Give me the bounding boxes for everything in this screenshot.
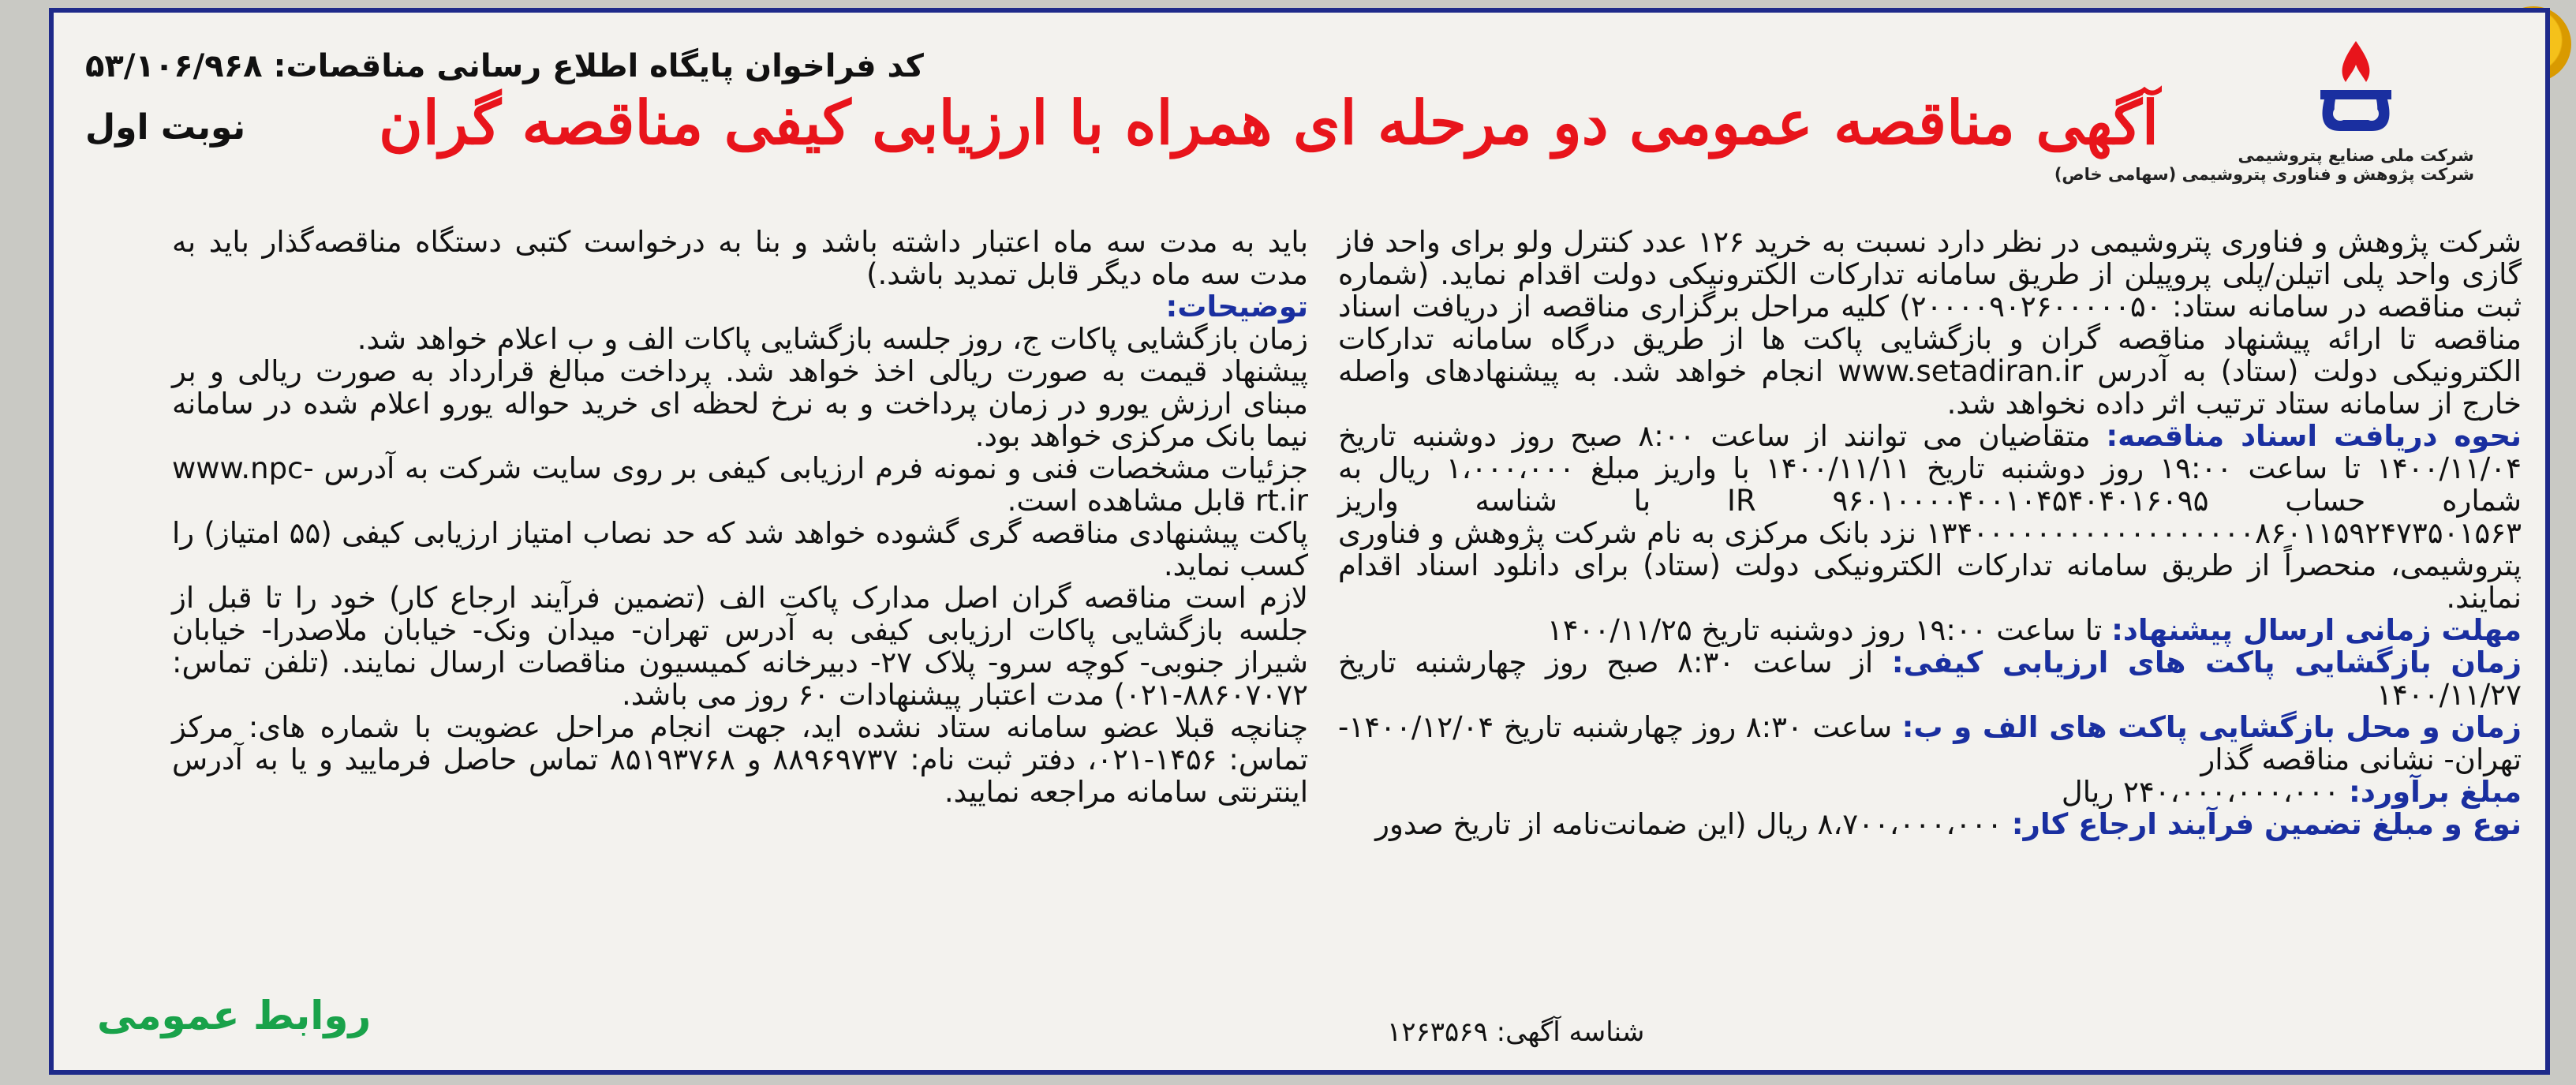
intro-paragraph — [1338, 226, 2522, 420]
tender-notice — [49, 8, 2550, 1075]
round-label: نوبت اول — [85, 107, 246, 148]
quality-paragraph — [1338, 646, 2522, 711]
npc-site-link[interactable]: www.npc-rt.ir — [172, 451, 1308, 518]
opening-label: زمان و محل بازگشایی پاکت های الف و ب: — [1901, 710, 2522, 744]
notes-label: توضیحات: — [1165, 290, 1308, 324]
right-column — [1338, 226, 2522, 840]
opening-text: ساعت ۸:۳۰ روز چهارشنبه تاریخ ۱۴۰۰/۱۲/۰۴- تهران- نشانی مناقصه گذار — [1338, 710, 2522, 776]
tender-code-label: کد فراخوان پایگاه اطلاع رسانی مناقصات: — [273, 48, 924, 84]
quality-text: از ساعت ۸:۳۰ صبح روز چهارشنبه تاریخ ۱۴۰۰/۱۱/۲۷ — [1338, 645, 2522, 712]
tender-code — [85, 48, 924, 84]
guarantee-paragraph — [1338, 808, 2522, 840]
note-1: زمان بازگشایی پاکات ج، روز جلسه بازگشایی پاکات الف و ب اعلام خواهد شد. — [357, 322, 1308, 356]
estimate-label: مبلغ برآورد: — [2349, 775, 2522, 809]
ad-id: شناسه آگهی: ۱۲۶۳۵۶۹ — [1387, 1016, 1645, 1048]
petrochemical-logo-icon — [2297, 35, 2415, 141]
guarantee-label: نوع و مبلغ تضمین فرآیند ارجاع کار: — [2011, 807, 2522, 841]
intro-end-text: انجام خواهد شد. به پیشنهادهای واصله خارج از سامانه ستاد ترتیب اثر داده نخواهد شد. — [1338, 354, 2522, 421]
note-3-end: قابل مشاهده است. — [1007, 484, 1247, 518]
company-logo — [2054, 35, 2474, 184]
notice-title: آگهی مناقصه عمومی دو مرحله ای همراه با ارزیابی کیفی مناقصه گران — [378, 88, 2159, 158]
deadline-text: تا ساعت ۱۹:۰۰ روز دوشنبه تاریخ ۱۴۰۰/۱۱/۲۵ — [1546, 613, 2103, 647]
quality-label: زمان بازگشایی پاکت های ارزیابی کیفی: — [1891, 645, 2522, 679]
note-5: لازم است مناقصه گران اصل مدارک پاکت الف (تضمین فرآیند ارجاع کار) خود را تا قبل از جلسه بازگشایی پاکات ارزیابی کیفی به آدرس تهران- میدان ونک- خیابان ملاصدرا- خیابان شیراز جنوبی- کوچه سرو- پلاک ۲۷- دبیرخانه کمیسیون مناقصات ارسال نمایند. (تلفن تماس: ۸۸۶۰۷۰۷۲-۰۲۱) مدت اعتبار پیشنهادات ۶۰ روز می باشد. — [172, 581, 1308, 712]
opening-paragraph — [1338, 711, 2522, 776]
note-3-text: جزئیات مشخصات فنی و نمونه فرم ارزیابی کیفی بر روی سایت شرکت به آدرس — [323, 451, 1309, 485]
docs-paragraph — [1338, 420, 2522, 614]
docs-text: متقاضیان می توانند از ساعت ۸:۰۰ صبح روز دوشنبه تاریخ ۱۴۰۰/۱۱/۰۴ تا ساعت ۱۹:۰۰ روز دوشنبه تاریخ ۱۴۰۰/۱۱/۱۱ با واریز مبلغ ۱،۰۰۰،۰۰۰ ریال به شماره حساب IR ۹۶۰۱۰۰۰۰۴۰۰۱۰۴۵۴۰۴۰۱۶۰۹۵ با شناسه واریز ۱۳۴۰۰۰۰۰۰۰۰۰۰۰۰۰۰۰۰۰۰۸۶۰۱۱۵۹۲۴۷۳۵۰۱۵۶۳ نزد بانک مرکزی به نام شرکت پژوهش و فناوری پتروشیمی، منحصراً از طریق سامانه تدارکات الکترونیکی دولت (ستاد) برای دانلود اسناد اقدام نمایند. — [1338, 419, 2522, 615]
notice-header — [54, 13, 2545, 226]
estimate-text: ۲۴۰،۰۰۰،۰۰۰،۰۰۰ ریال — [2061, 775, 2340, 809]
guarantee-text: ۸،۷۰۰،۰۰۰،۰۰۰ ریال (این ضمانت‌نامه از تاریخ صدور — [1375, 807, 2003, 841]
docs-label: نحوه دریافت اسناد مناقصه: — [2106, 419, 2522, 453]
deadline-paragraph — [1338, 614, 2522, 646]
note-4: پاکت پیشنهادی مناقصه گری گشوده خواهد شد که حد نصاب امتیاز ارزیابی کیفی (۵۵ امتیاز) را کسب نماید. — [172, 516, 1308, 582]
intro-text: شرکت پژوهش و فناوری پتروشیمی در نظر دارد نسبت به خرید ۱۲۶ عدد کنترل ولو برای واحد فاز گازی واحد پلی اتیلن/پلی پروپیلن از طریق سامانه تدارکات الکترونیکی دولت اقدام نماید. (شماره ثبت مناقصه در سامانه ستاد: ۲۰۰۰۰۹۰۲۶۰۰۰۰۰۵۰) کلیه مراحل برگزاری مناقصه از دریافت اسناد مناقصه تا ارائه پیشنهاد مناقصه گران و بازگشایی پاکت ها از طریق درگاه سامانه تدارکات الکترونیکی دولت (ستاد) به آدرس — [1338, 225, 2522, 388]
note-2: پیشنهاد قیمت به صورت ریالی اخذ خواهد شد. پرداخت مبالغ قرارداد به صورت ریالی و بر مبنای ارزش یورو در زمان پرداخت و به نرخ لحظه ای خرید حواله یورو اعلام شده در سامانه نیما بانک مرکزی خواهد بود. — [172, 354, 1308, 453]
left-column — [172, 226, 1308, 808]
public-relations-signature: روابط عمومی — [97, 993, 372, 1038]
setad-site-link[interactable]: www.setadiran.ir — [1838, 354, 2084, 388]
note-3 — [172, 452, 1308, 517]
note-6: چنانچه قبلا عضو سامانه ستاد نشده اید، جهت انجام مراحل عضویت با شماره های: مرکز تماس: ۱۴۵۶-۰۲۱، دفتر ثبت نام: ۸۸۹۶۹۷۳۷ و ۸۵۱۹۳۷۶۸ تماس حاصل فرمایید و یا به آدرس اینترنتی سامانه مراجعه نمایید. — [172, 710, 1309, 809]
guarantee-continuation: باید به مدت سه ماه اعتبار داشته باشد و بنا به درخواست کتبی دستگاه مناقصه‌گذار باید به مدت سه ماه دیگر قابل تمدید باشد.) — [172, 225, 1308, 291]
org-name: شرکت ملی صنایع پتروشیمی — [2238, 146, 2474, 165]
estimate-paragraph — [1338, 776, 2522, 808]
sub-org-name: شرکت پژوهش و فناوری پتروشیمی (سهامی خاص) — [2054, 165, 2474, 184]
deadline-label: مهلت زمانی ارسال پیشنهاد: — [2111, 613, 2522, 647]
tender-code-value: ۵۳/۱۰۶/۹۶۸ — [85, 48, 263, 84]
